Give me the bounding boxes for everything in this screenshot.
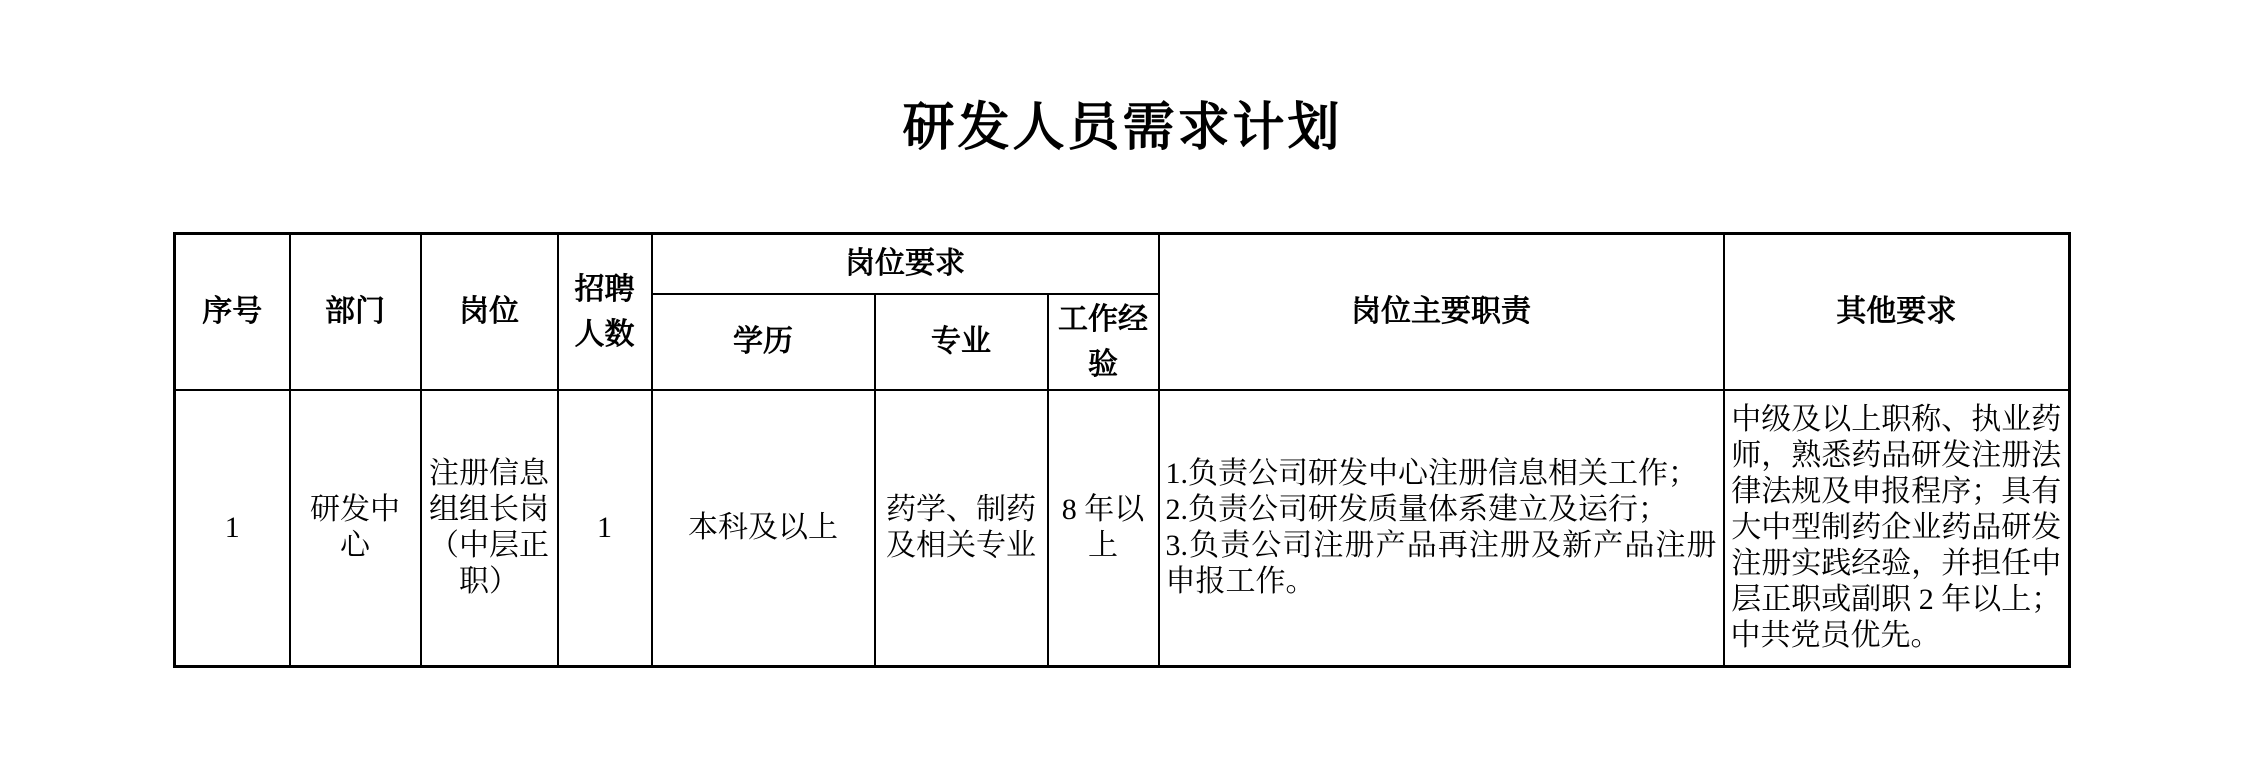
responsibility-item-2: 2.负责公司研发质量体系建立及运行； bbox=[1165, 492, 1669, 526]
header-row-top bbox=[175, 234, 2070, 294]
recruitment-plan-table bbox=[173, 232, 2071, 668]
document-title: 研发人员需求计划 bbox=[902, 100, 1343, 157]
cell-department: 研发中心 bbox=[290, 390, 421, 667]
header-other-requirements: 其他要求 bbox=[1724, 234, 2070, 390]
header-headcount: 招聘人数 bbox=[558, 234, 652, 390]
header-education: 学历 bbox=[652, 294, 875, 390]
cell-headcount: 1 bbox=[558, 390, 652, 667]
header-experience: 工作经验 bbox=[1048, 294, 1159, 390]
cell-other-requirements: 中级及以上职称、执业药师，熟悉药品研发注册法律法规及申报程序；具有大中型制药企业药品研发注册实践经验，并担任中层正职或副职 2 年以上；中共党员优先。 bbox=[1724, 390, 2070, 667]
header-responsibilities: 岗位主要职责 bbox=[1159, 234, 1724, 390]
cell-serial: 1 bbox=[175, 390, 290, 667]
header-department: 部门 bbox=[290, 234, 421, 390]
table-row bbox=[175, 390, 2070, 667]
responsibility-item-1: 1.负责公司研发中心注册信息相关工作； bbox=[1165, 456, 1699, 490]
cell-major: 药学、制药及相关专业 bbox=[875, 390, 1048, 667]
cell-position: 注册信息组组长岗（中层正职） bbox=[421, 390, 558, 667]
cell-responsibilities bbox=[1159, 390, 1724, 667]
cell-experience: 8 年以上 bbox=[1048, 390, 1159, 667]
header-position: 岗位 bbox=[421, 234, 558, 390]
header-major: 专业 bbox=[875, 294, 1048, 390]
header-requirements-group: 岗位要求 bbox=[652, 234, 1159, 294]
responsibility-item-3: 3.负责公司注册产品再注册及新产品注册申报工作。 bbox=[1165, 528, 1717, 598]
header-serial: 序号 bbox=[175, 234, 290, 390]
cell-education: 本科及以上 bbox=[652, 390, 875, 667]
